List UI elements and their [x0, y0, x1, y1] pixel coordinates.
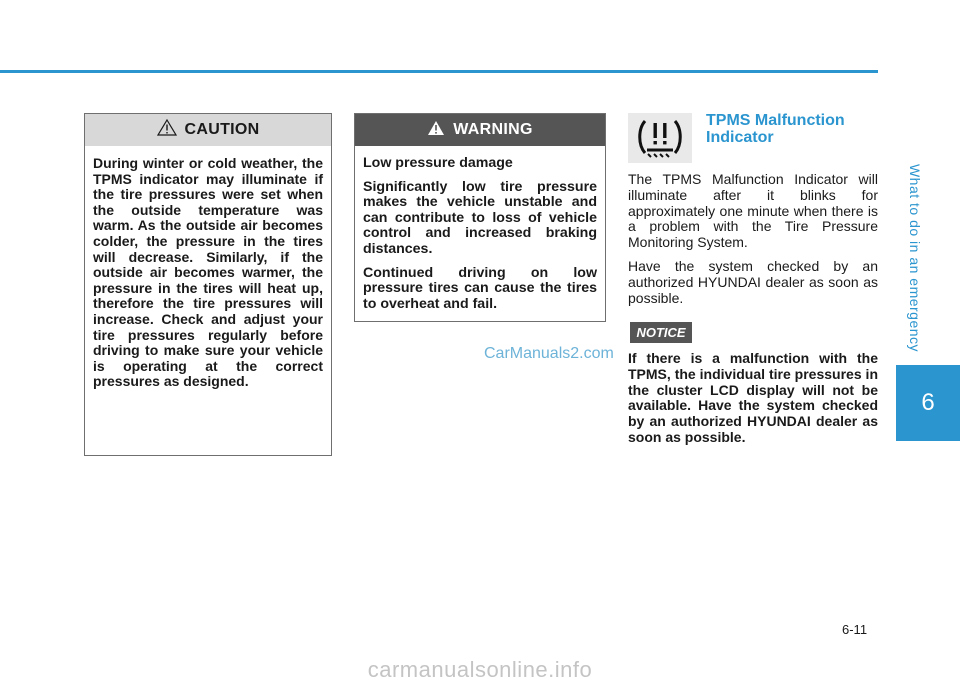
warning-paragraph: Continued driving on low pressure tires can cause the tires to overheat and fail. [363, 264, 597, 312]
section-paragraph: The TPMS Malfunction Indicator will illuminate after it blinks for approximately one minute when there is a problem with the Tire Pressure Monitoring System. [628, 171, 878, 251]
caution-body [85, 146, 331, 408]
warning-paragraph: Significantly low tire pressure makes the vehicle unstable and can contribute to loss of vehicle control and increased braking distances. [363, 178, 597, 257]
notice-text: If there is a malfunction with the TPMS, the individual tire pressures in the cluster LCD display will not be available. Have the system checked by an authorized HYUNDAI dealer as soon as possible. [628, 350, 878, 445]
caution-header [85, 114, 331, 146]
warning-header [355, 114, 605, 146]
chapter-tab [896, 365, 960, 441]
chapter-number: 6 [921, 389, 935, 416]
section-paragraph: Have the system checked by an authorized HYUNDAI dealer as soon as possible. [628, 257, 878, 306]
tpms-indicator-icon [628, 113, 692, 163]
warning-heading: Low pressure damage [363, 155, 513, 171]
warning-box [354, 113, 606, 322]
watermark-bottom: carmanualsonline.info [367, 657, 593, 682]
chapter-title: What to do in an emergency [907, 163, 923, 353]
caution-title: CAUTION [184, 121, 260, 138]
section-body [628, 172, 878, 314]
watermark-top: CarManuals2.com [484, 345, 614, 362]
section-title: TPMS Malfunction Indicator [706, 112, 845, 146]
caution-text: During winter or cold weather, the TPMS indicator may illuminate if the tire pressures were set when the outside temperature was warm. As the outside air becomes colder, the pressure in the tires will decrease. Similarly, if the outside air becomes warmer, the pressure in the tires will heat up, therefore the tire pressures will increase. Check and adjust your tire pressures regularly before driving to make sure your vehicle is operating at the correct pressures as designed. [93, 155, 323, 390]
page-number: 6-11 [842, 622, 868, 637]
top-rule [0, 70, 878, 73]
caution-box [84, 113, 332, 456]
warning-triangle-filled-icon [427, 120, 445, 141]
warning-triangle-outline-icon [157, 119, 177, 141]
notice-badge: NOTICE [630, 322, 692, 343]
warning-body [355, 146, 605, 330]
warning-title: WARNING [453, 121, 533, 138]
